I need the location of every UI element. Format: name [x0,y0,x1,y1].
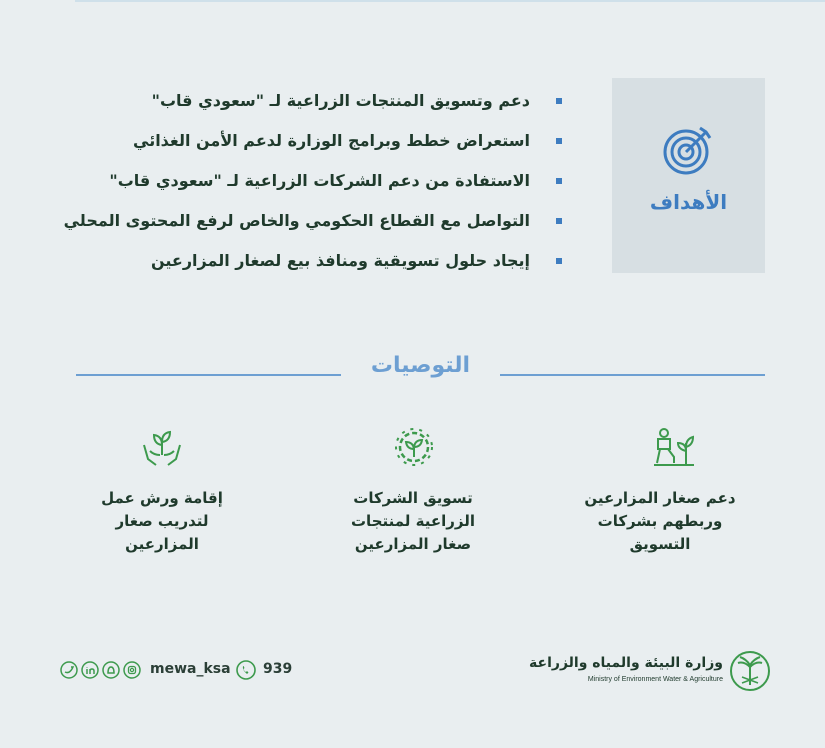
goals-box [612,78,765,273]
goals-list [63,85,570,285]
list-item: إيجاد حلول تسويقية ومنافذ بيع لصغار المزارعين [80,245,570,285]
top-divider [75,0,825,2]
ministry-logo [730,651,770,691]
list-item: التواصل مع القطاع الحكومي والخاص لرفع المحتوى المحلي [80,205,570,245]
farmer-plant-icon [652,425,696,469]
bullet-icon [556,218,562,224]
list-item: الاستفادة من دعم الشركات الزراعية لـ "سعودي قاب" [80,165,570,205]
ministry-name-ar: وزارة البيئة والمياه والزراعة [529,655,723,671]
ministry-name-en: Ministry of Environment Water & Agriculture [587,676,723,683]
recommendations-title: التوصيات [370,353,471,378]
linkedin-icon[interactable] [81,661,99,679]
bullet-icon [556,178,562,184]
bullet-icon [556,98,562,104]
target-icon [662,124,714,176]
list-item: استعراض خطط وبرامج الوزارة لدعم الأمن الغذائي [80,125,570,165]
snapchat-icon[interactable] [102,661,120,679]
hands-plant-icon [140,425,184,469]
recommendation-3: إقامة ورش عمل لتدريب صغار المزارعين [101,489,223,553]
goals-title: الأهداف [649,190,728,214]
social-handle[interactable]: mewa_ksa [150,661,231,677]
list-item: دعم وتسويق المنتجات الزراعية لـ "سعودي قاب" [80,85,570,125]
divider-right [500,374,765,376]
phone-number[interactable]: 939 [263,661,293,677]
divider-left [76,374,341,376]
recommendation-2: تسويق الشركات الزراعية لمنتجات صغار المزارعين [350,489,476,553]
bullet-icon [556,138,562,144]
phone-icon [236,660,256,680]
twitter-icon[interactable] [60,661,78,679]
instagram-icon[interactable] [123,661,141,679]
bullet-icon [556,258,562,264]
gear-leaf-icon [392,425,436,469]
recommendation-1: دعم صغار المزارعين وربطهم بشركات التسويق [584,489,736,553]
